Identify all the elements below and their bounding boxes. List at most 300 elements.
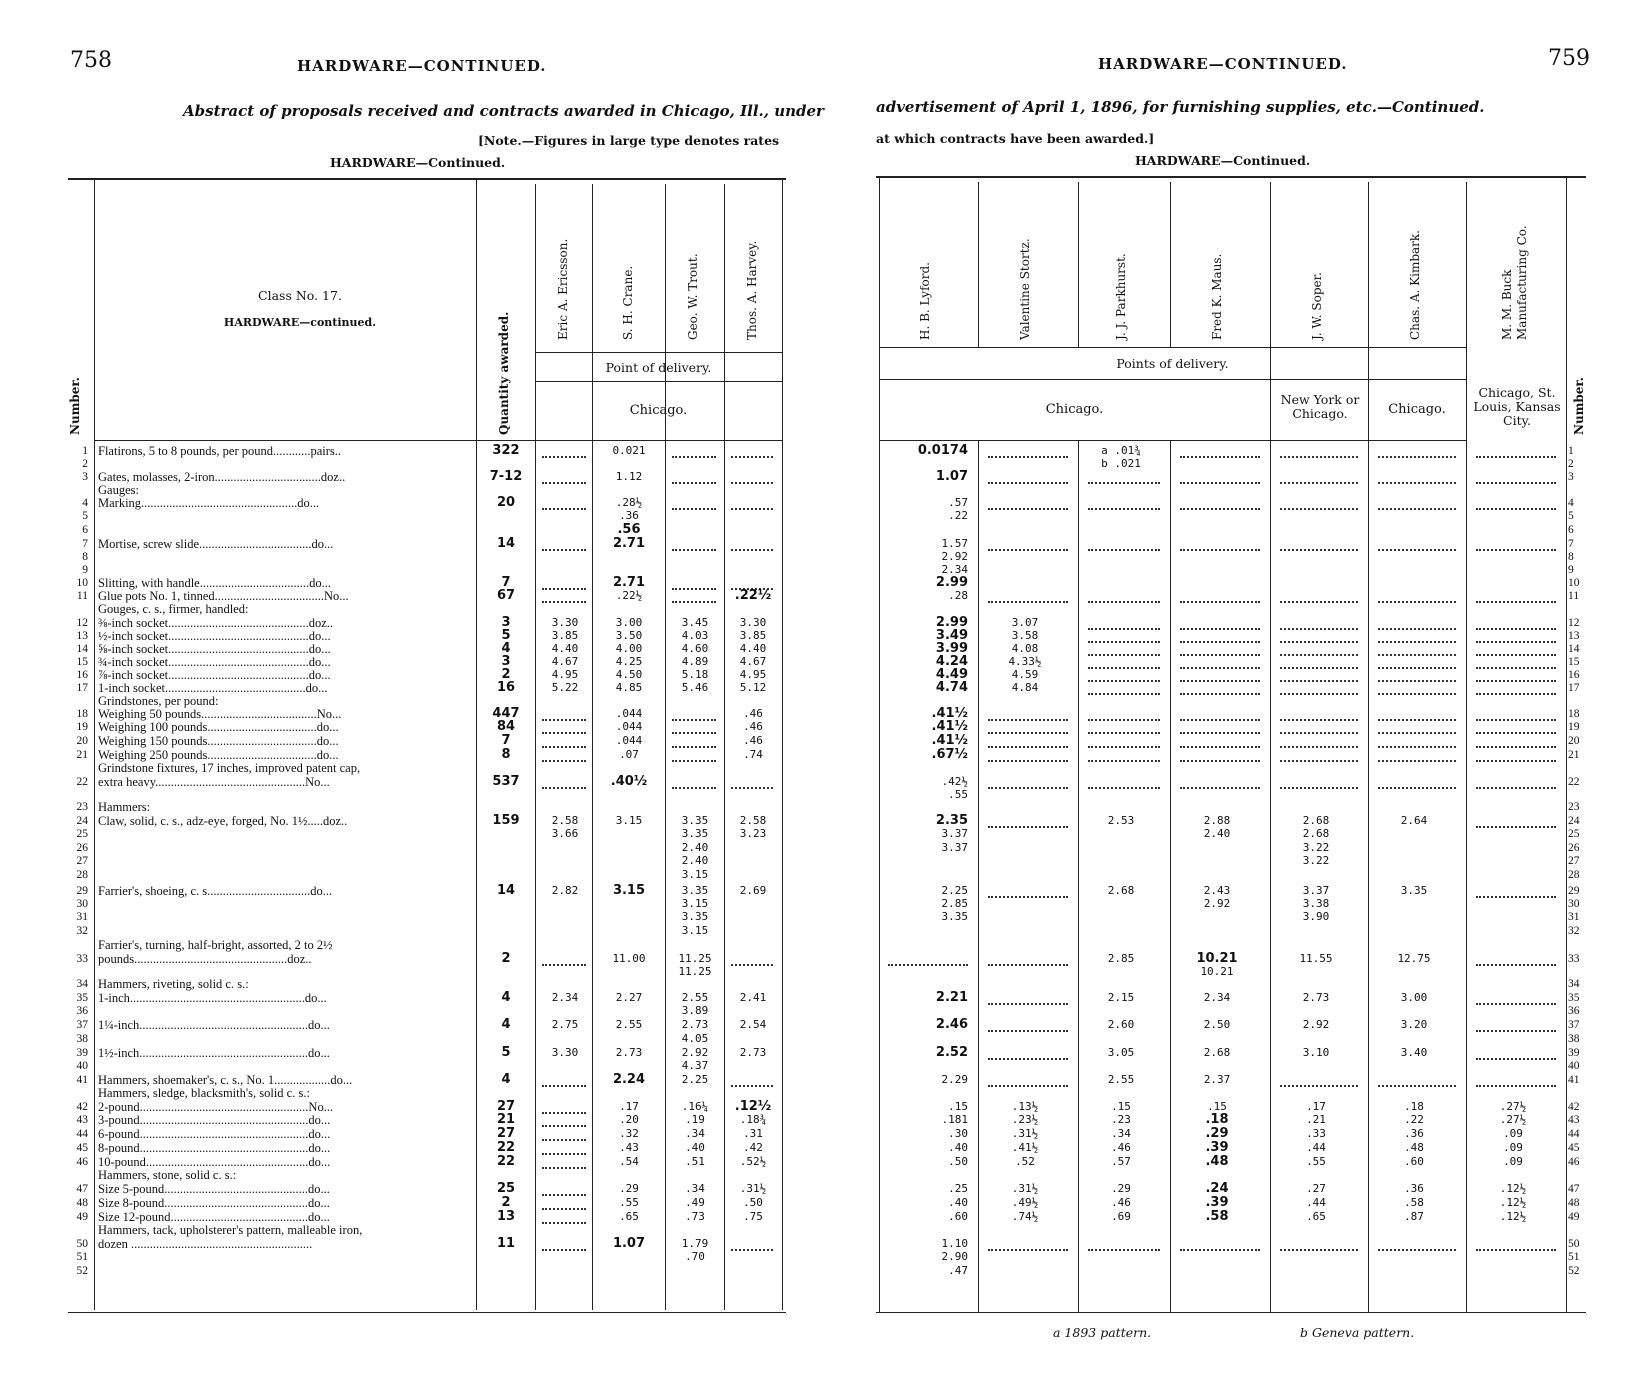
bid-value: 3.15 [615, 814, 643, 827]
leader-dots [1378, 787, 1456, 789]
leader-dots [1088, 641, 1160, 643]
bid-value: .17 [619, 1100, 639, 1113]
leader-dots [1280, 482, 1358, 484]
leader-dots [731, 549, 773, 551]
row-number: 33 [1568, 953, 1580, 965]
bid-value: 2.90 [941, 1250, 968, 1263]
bid-value: 2.37 [1203, 1073, 1231, 1086]
class-subtitle: HARDWARE—continued. [223, 316, 377, 329]
leader-dots [988, 719, 1068, 721]
row-number: 18 [1568, 708, 1580, 720]
row-number: 37 [76, 1019, 88, 1031]
bid-value: .28 [948, 589, 968, 602]
bid-value: .15 [948, 1100, 968, 1113]
bid-value: 2.40 [681, 854, 709, 867]
left-bidder-1: Eric A. Ericsson. [556, 238, 570, 340]
quantity-awarded: 4 [501, 990, 511, 1005]
bid-value: 2.43 [1203, 884, 1231, 897]
left-running-head: HARDWARE—CONTINUED. [297, 57, 547, 75]
row-number: 46 [76, 1156, 88, 1168]
bid-value: .044 [615, 734, 643, 747]
bid-value: 2.60 [1107, 1018, 1135, 1031]
bid-value: 2.82 [551, 884, 579, 897]
quantity-awarded: 22 [496, 1140, 516, 1155]
bid-value: b .021 [1101, 457, 1141, 470]
bid-value: .18 [1404, 1100, 1424, 1113]
bid-value: .55 [1306, 1155, 1326, 1168]
leader-dots [1378, 628, 1456, 630]
leader-dots [1378, 732, 1456, 734]
row-number: 5 [82, 510, 88, 522]
bid-value: 2.27 [615, 991, 643, 1004]
bid-value: 2.55 [615, 1018, 643, 1031]
bid-value: 2.29 [941, 1073, 968, 1086]
bid-value: .15 [1207, 1100, 1227, 1113]
footnote-a: a 1893 pattern. [1053, 1325, 1152, 1340]
bid-value: 2.40 [1203, 827, 1231, 840]
row-number: 9 [82, 564, 88, 576]
bid-value: 3.40 [1400, 1046, 1428, 1059]
bid-value: 4.40 [739, 642, 767, 655]
leader-dots [1378, 482, 1456, 484]
bid-value: 3.99 [935, 641, 968, 656]
bid-value: 5.46 [681, 681, 709, 694]
leader-dots [1088, 654, 1160, 656]
bid-value: .49½ [1011, 1196, 1039, 1209]
row-number: 49 [76, 1211, 88, 1223]
row-number: 37 [1568, 1019, 1580, 1031]
bid-value: 4.03 [681, 629, 709, 642]
bid-value: 2.25 [681, 1073, 709, 1086]
leader-dots [988, 482, 1068, 484]
row-number: 20 [76, 735, 88, 747]
row-number: 48 [76, 1197, 88, 1209]
bid-value: 4.85 [615, 681, 643, 694]
leader-dots [1180, 641, 1260, 643]
leader-dots [672, 549, 716, 551]
item-description: Marking..................................................do... [98, 496, 320, 510]
bid-value: 2.85 [941, 897, 968, 910]
leader-dots [988, 601, 1068, 603]
leader-dots [542, 787, 586, 789]
bid-value: 2.73 [615, 1046, 643, 1059]
row-number: 52 [76, 1265, 88, 1277]
left-bidder-2: S. H. Crane. [621, 265, 635, 340]
bid-value: 2.69 [739, 884, 767, 897]
row-number: 23 [76, 801, 88, 813]
row-number: 23 [1568, 801, 1580, 813]
bid-value: 2.55 [1107, 1073, 1135, 1086]
leader-dots [1378, 641, 1456, 643]
leader-dots [1180, 667, 1260, 669]
quantity-awarded: 537 [492, 774, 520, 789]
bid-value: 3.35 [681, 910, 709, 923]
row-number: 27 [76, 855, 88, 867]
leader-dots [672, 719, 716, 721]
item-description: extra heavy................................................No... [98, 775, 330, 789]
bid-value: 2.21 [935, 990, 968, 1005]
bid-value: 2.68 [1107, 884, 1135, 897]
row-number: 26 [76, 842, 88, 854]
bid-value: .24 [1205, 1181, 1229, 1196]
bid-value: .50 [948, 1155, 968, 1168]
row-number: 22 [1568, 776, 1580, 788]
item-description: Size 12-pound............................................do... [98, 1210, 330, 1224]
row-number: 29 [1568, 885, 1580, 897]
right-number-header: Number. [1572, 377, 1586, 435]
leader-dots [542, 456, 586, 458]
leader-dots [1476, 732, 1556, 734]
bid-value: 4.95 [551, 668, 579, 681]
bid-value: .41½ [931, 719, 968, 734]
left-bidder-4: Thos. A. Harvey. [745, 240, 759, 340]
leader-dots [1088, 1249, 1160, 1251]
row-number: 40 [1568, 1060, 1580, 1072]
bid-value: 2.15 [1107, 991, 1135, 1004]
bid-value: .60 [1404, 1155, 1424, 1168]
row-number: 38 [1568, 1033, 1580, 1045]
leader-dots [1476, 1030, 1556, 1032]
leader-dots [1378, 1249, 1456, 1251]
row-number: 6 [1568, 524, 1574, 536]
leader-dots [672, 456, 716, 458]
leader-dots [988, 456, 1068, 458]
left-bidder-3: Geo. W. Trout. [686, 253, 700, 340]
bid-value: .46 [743, 707, 763, 720]
leader-dots [1180, 746, 1260, 748]
bid-value: .74 [743, 748, 763, 761]
row-number: 28 [1568, 869, 1580, 881]
row-number: 42 [1568, 1101, 1580, 1113]
row-number: 52 [1568, 1265, 1580, 1277]
bid-value: 3.15 [681, 868, 709, 881]
quantity-awarded: 7 [501, 575, 511, 590]
bid-value: 3.30 [551, 616, 579, 629]
leader-dots [1088, 628, 1160, 630]
bid-value: .23 [1111, 1113, 1131, 1126]
row-number: 6 [82, 524, 88, 536]
item-description: 3-pound......................................................do... [98, 1113, 331, 1127]
bid-value: .34 [685, 1127, 705, 1140]
bid-value: .39 [1205, 1140, 1229, 1155]
item-description: Mortise, screw slide....................................do... [98, 537, 334, 551]
leader-dots [542, 588, 586, 590]
quantity-awarded: 3 [501, 654, 511, 669]
row-number: 7 [1568, 538, 1574, 550]
row-number: 18 [76, 708, 88, 720]
bid-value: .22 [948, 509, 968, 522]
bid-value: 1.10 [941, 1237, 968, 1250]
leader-dots [672, 508, 716, 510]
leader-dots [542, 746, 586, 748]
row-number: 15 [1568, 656, 1580, 668]
row-number: 31 [76, 911, 88, 923]
leader-dots [731, 1249, 773, 1251]
leader-dots [1476, 964, 1556, 966]
leader-dots [1378, 760, 1456, 762]
bid-value: .16¼ [681, 1100, 709, 1113]
row-number: 50 [1568, 1238, 1580, 1250]
bid-value: 3.35 [941, 910, 968, 923]
leader-dots [542, 1222, 586, 1224]
item-description: Hammers, riveting, solid c. s.: [98, 977, 249, 991]
bid-value: .29 [1111, 1182, 1131, 1195]
leader-dots [542, 760, 586, 762]
row-number: 10 [1568, 577, 1580, 589]
quantity-awarded: 16 [496, 680, 516, 695]
quantity-awarded: 27 [496, 1099, 516, 1114]
item-description: Hammers: [98, 800, 151, 814]
leader-dots [542, 482, 586, 484]
item-description: Weighing 250 pounds...................................do... [98, 748, 339, 762]
leader-dots [672, 601, 716, 603]
bid-value: .52 [1015, 1155, 1035, 1168]
leader-dots [1088, 746, 1160, 748]
leader-dots [1476, 601, 1556, 603]
bid-value: 2.71 [612, 575, 646, 590]
footnote-b: b Geneva pattern. [1300, 1325, 1415, 1340]
bid-value: 3.37 [941, 827, 968, 840]
bid-value: 12.75 [1397, 952, 1431, 965]
row-number: 19 [76, 721, 88, 733]
leader-dots [1476, 826, 1556, 828]
item-description: 6-pound......................................................do... [98, 1127, 331, 1141]
row-number: 41 [76, 1074, 88, 1086]
leader-dots [988, 1058, 1068, 1060]
row-number: 30 [1568, 898, 1580, 910]
bid-value: .34 [685, 1182, 705, 1195]
leader-dots [731, 787, 773, 789]
row-number: 32 [76, 925, 88, 937]
row-number: 11 [76, 590, 88, 602]
leader-dots [1180, 1249, 1260, 1251]
bid-value: 2.68 [1302, 827, 1330, 840]
item-description: Glue pots No. 1, tinned...................................No... [98, 589, 349, 603]
row-number: 16 [76, 669, 88, 681]
item-description: 1¼-inch......................................................do... [98, 1018, 330, 1032]
bid-value: 1.12 [615, 470, 643, 483]
bid-value: .27½ [1499, 1100, 1527, 1113]
leader-dots [1180, 732, 1260, 734]
row-number: 2 [82, 458, 88, 470]
delivery-city-multi: Chicago, St. Louis, Kansas City. [1473, 385, 1561, 428]
bid-value: .42 [743, 1141, 763, 1154]
leader-dots [542, 1194, 586, 1196]
bid-value: .12½ [734, 1099, 772, 1114]
leader-dots [1476, 719, 1556, 721]
quantity-awarded: 2 [501, 667, 511, 682]
bid-value: 3.30 [739, 616, 767, 629]
leader-dots [988, 1030, 1068, 1032]
quantity-awarded: 159 [492, 813, 520, 828]
leader-dots [1280, 654, 1358, 656]
leader-dots [1180, 482, 1260, 484]
bid-value: .34 [1111, 1127, 1131, 1140]
row-number: 14 [76, 643, 88, 655]
bid-value: 4.89 [681, 655, 709, 668]
bid-value: .19 [685, 1113, 705, 1126]
row-number: 46 [1568, 1156, 1580, 1168]
quantity-awarded: 25 [496, 1181, 516, 1196]
bid-value: .43 [619, 1141, 639, 1154]
bid-value: .29 [1205, 1126, 1229, 1141]
row-number: 5 [1568, 510, 1574, 522]
bid-value: 2.64 [1400, 814, 1428, 827]
leader-dots [1476, 1085, 1556, 1087]
bid-value: 4.25 [615, 655, 643, 668]
bid-value: .73 [685, 1210, 705, 1223]
bid-value: 3.89 [681, 1004, 709, 1017]
bid-value: .58 [1205, 1209, 1229, 1224]
right-intro: advertisement of April 1, 1896, for furnishing supplies, etc.—Continued. [876, 98, 1485, 116]
bid-value: .15 [1111, 1100, 1131, 1113]
leader-dots [988, 746, 1068, 748]
item-description: 8-pound......................................................do... [98, 1141, 331, 1155]
quantity-awarded: 4 [501, 1072, 511, 1087]
row-number: 14 [1568, 643, 1580, 655]
leader-dots [542, 964, 586, 966]
item-description: ¾-inch socket.............................................do... [98, 655, 331, 669]
leader-dots [672, 760, 716, 762]
bid-value: .40½ [610, 774, 648, 789]
leader-dots [542, 1208, 586, 1210]
item-description: Flatirons, 5 to 8 pounds, per pound............pairs.. [98, 444, 342, 458]
bid-value: .20 [619, 1113, 639, 1126]
leader-dots [1088, 601, 1160, 603]
delivery-city-ny-chicago: New York or Chicago. [1280, 392, 1360, 421]
item-description: Hammers, stone, solid c. s.: [98, 1168, 237, 1182]
row-number: 2 [1568, 458, 1574, 470]
row-number: 21 [1568, 749, 1580, 761]
row-number: 1 [82, 445, 88, 457]
bid-value: 3.20 [1400, 1018, 1428, 1031]
bid-value: 3.58 [1011, 629, 1039, 642]
leader-dots [672, 732, 716, 734]
leader-dots [1476, 787, 1556, 789]
bid-value: 4.74 [935, 680, 968, 695]
leader-dots [542, 1085, 586, 1087]
leader-dots [1378, 693, 1456, 695]
bid-value: 3.15 [681, 924, 709, 937]
bid-value: 4.24 [935, 654, 968, 669]
item-description: Grindstones, per pound: [98, 694, 219, 708]
bid-value: 2.35 [935, 813, 968, 828]
row-number: 50 [76, 1238, 88, 1250]
bid-value: 5.12 [739, 681, 767, 694]
row-number: 36 [1568, 1005, 1580, 1017]
bid-value: .22 [1404, 1113, 1424, 1126]
leader-dots [1476, 760, 1556, 762]
quantity-awarded: 5 [501, 628, 511, 643]
leader-dots [1280, 680, 1358, 682]
leader-dots [988, 732, 1068, 734]
quantity-awarded: 2 [501, 951, 511, 966]
leader-dots [1280, 667, 1358, 669]
bid-value: 3.37 [1302, 884, 1330, 897]
row-number: 15 [76, 656, 88, 668]
bid-value: .87 [1404, 1210, 1424, 1223]
bid-value: .40 [948, 1196, 968, 1209]
delivery-city-chicago-2: Chicago. [1388, 402, 1446, 417]
bid-value: 4.60 [681, 642, 709, 655]
item-description: Gouges, c. s., firmer, handled: [98, 602, 249, 616]
leader-dots [672, 746, 716, 748]
leader-dots [672, 787, 716, 789]
bid-value: 2.92 [1203, 897, 1231, 910]
bid-value: .65 [619, 1210, 639, 1223]
row-number: 30 [76, 898, 88, 910]
quantity-awarded: 20 [496, 495, 516, 510]
leader-dots [731, 964, 773, 966]
bid-value: 2.52 [935, 1045, 968, 1060]
bid-value: .181 [941, 1113, 968, 1126]
leader-dots [1378, 746, 1456, 748]
leader-dots [1476, 482, 1556, 484]
leader-dots [888, 964, 968, 966]
left-page-number: 758 [70, 48, 112, 73]
item-description: 1-inch........................................................do... [98, 991, 327, 1005]
item-description: Size 8-pound..............................................do... [98, 1196, 330, 1210]
right-section-title: HARDWARE—Continued. [1135, 153, 1311, 168]
leader-dots [1088, 667, 1160, 669]
bid-value: 4.49 [935, 667, 968, 682]
leader-dots [1476, 654, 1556, 656]
row-number: 17 [1568, 682, 1580, 694]
bid-value: 2.68 [1302, 814, 1330, 827]
leader-dots [731, 1085, 773, 1087]
leader-dots [1476, 1058, 1556, 1060]
bid-value: .67½ [931, 747, 968, 762]
leader-dots [1476, 549, 1556, 551]
item-description: ½-inch socket.............................................do... [98, 629, 331, 643]
bid-value: .47 [948, 1264, 968, 1277]
item-description: Slitting, with handle...................................do... [98, 576, 331, 590]
leader-dots [542, 1139, 586, 1141]
quantity-awarded: 84 [496, 719, 516, 734]
left-note: [Note.—Figures in large type denotes rates [478, 133, 780, 148]
item-description: Hammers, tack, upholsterer's pattern, malleable iron, [98, 1223, 363, 1237]
bid-value: 2.53 [1107, 814, 1135, 827]
item-description: ⅜-inch socket.............................................doz.. [98, 616, 334, 630]
leader-dots [1280, 719, 1358, 721]
leader-dots [988, 1085, 1068, 1087]
leader-dots [988, 896, 1068, 898]
row-number: 32 [1568, 925, 1580, 937]
row-number: 22 [76, 776, 88, 788]
leader-dots [1378, 508, 1456, 510]
row-number: 35 [1568, 992, 1580, 1004]
leader-dots [1088, 719, 1160, 721]
bid-value: .48 [1205, 1154, 1229, 1169]
bid-value: 4.37 [681, 1059, 709, 1072]
bid-value: 4.59 [1011, 668, 1039, 681]
leader-dots [1180, 693, 1260, 695]
bid-value: 2.68 [1203, 1046, 1231, 1059]
bid-value: 3.35 [681, 814, 709, 827]
bid-value: 3.45 [681, 616, 709, 629]
item-description: Farrier's, turning, half-bright, assorted, 2 to 2½ [98, 938, 333, 952]
bid-value: 2.58 [551, 814, 579, 827]
leader-dots [1180, 601, 1260, 603]
row-number: 25 [1568, 828, 1580, 840]
row-number: 39 [1568, 1047, 1580, 1059]
leader-dots [1280, 549, 1358, 551]
bid-value: .42½ [941, 775, 968, 788]
bid-value: 2.50 [1203, 1018, 1231, 1031]
right-bidder-3: J. J. Parkhurst. [1114, 253, 1128, 340]
quantity-awarded: 2 [501, 1195, 511, 1210]
leader-dots [1088, 787, 1160, 789]
